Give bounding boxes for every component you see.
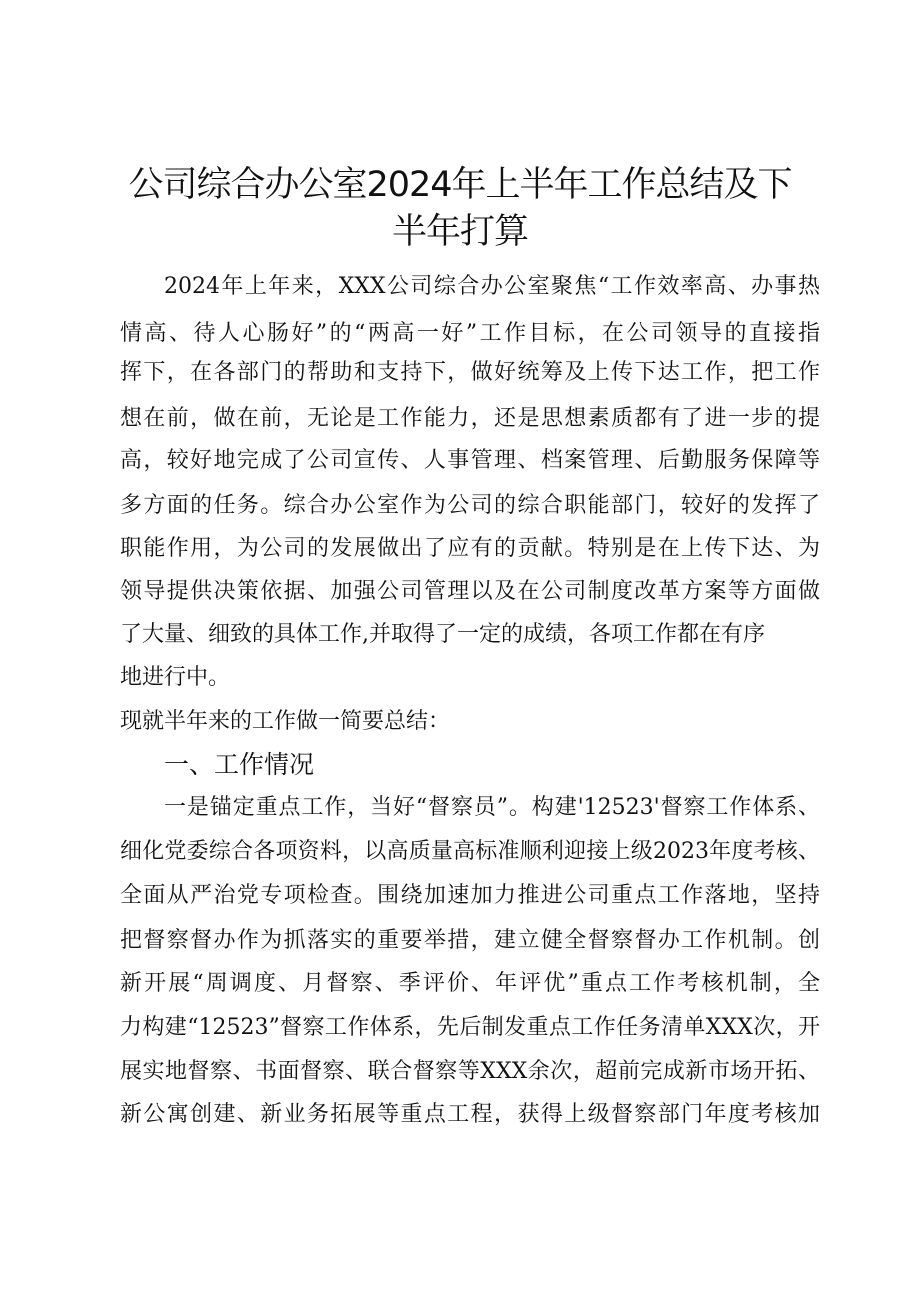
intro-line: 情高、待人心肠好”的“两高一好”工作目标，在公司领导的直接指 [120, 321, 820, 346]
intro-line: 了大量、细致的具体工作,并取得了一定的成绩，各项工作都在有序 [120, 622, 765, 647]
intro-line: 2024年上年来，XXX公司综合办公室聚焦“工作效率高、办事热 [164, 274, 820, 299]
section-line: 新公寓创建、新业务拓展等重点工程，获得上级督察部门年度考核加 [120, 1102, 820, 1127]
section-line: 细化党委综合各项资料，以高质量高标准顺利迎接上级2023年度考核、 [120, 839, 820, 864]
intro-line: 领导提供决策依据、加强公司管理以及在公司制度改革方案等方面做 [120, 579, 820, 604]
intro-line: 职能作用，为公司的发展做出了应有的贡献。特别是在上传下达、为 [120, 536, 820, 561]
section-line: 一是锚定重点工作，当好“督察员”。构建'12523'督察工作体系、 [164, 795, 820, 820]
section-line: 展实地督察、书面督察、联合督察等XXX余次，超前完成新市场开拓、 [120, 1059, 820, 1084]
summary-line: 现就半年来的工作做一简要总结： [120, 709, 451, 734]
section-line: 新开展“周调度、月督察、季评价、年评优”重点工作考核机制，全 [120, 971, 820, 996]
intro-line: 高，较好地完成了公司宣传、人事管理、档案管理、后勤服务保障等 [120, 448, 820, 473]
section-line: 把督察督办作为抓落实的重要举措，建立健全督察督办工作机制。创 [120, 928, 820, 953]
intro-line: 挥下，在各部门的帮助和支持下，做好统筹及上传下达工作，把工作 [120, 360, 820, 385]
document-title-line-2: 半年打算 [391, 212, 528, 252]
section-heading: 一、工作情况 [164, 750, 315, 779]
section-line: 全面从严治党专项检查。围绕加速加力推进公司重点工作落地，坚持 [120, 883, 820, 908]
document-title-line-1: 公司综合办公室2024年上半年工作总结及下 [128, 165, 792, 205]
section-line: 力构建“12523”督察工作体系，先后制发重点工作任务清单XXX次，开 [120, 1015, 820, 1040]
intro-line: 多方面的任务。综合办公室作为公司的综合职能部门，较好的发挥了 [120, 493, 820, 518]
intro-line: 想在前，做在前，无论是工作能力，还是思想素质都有了进一步的提 [120, 406, 820, 431]
intro-line: 地进行中。 [120, 665, 231, 690]
